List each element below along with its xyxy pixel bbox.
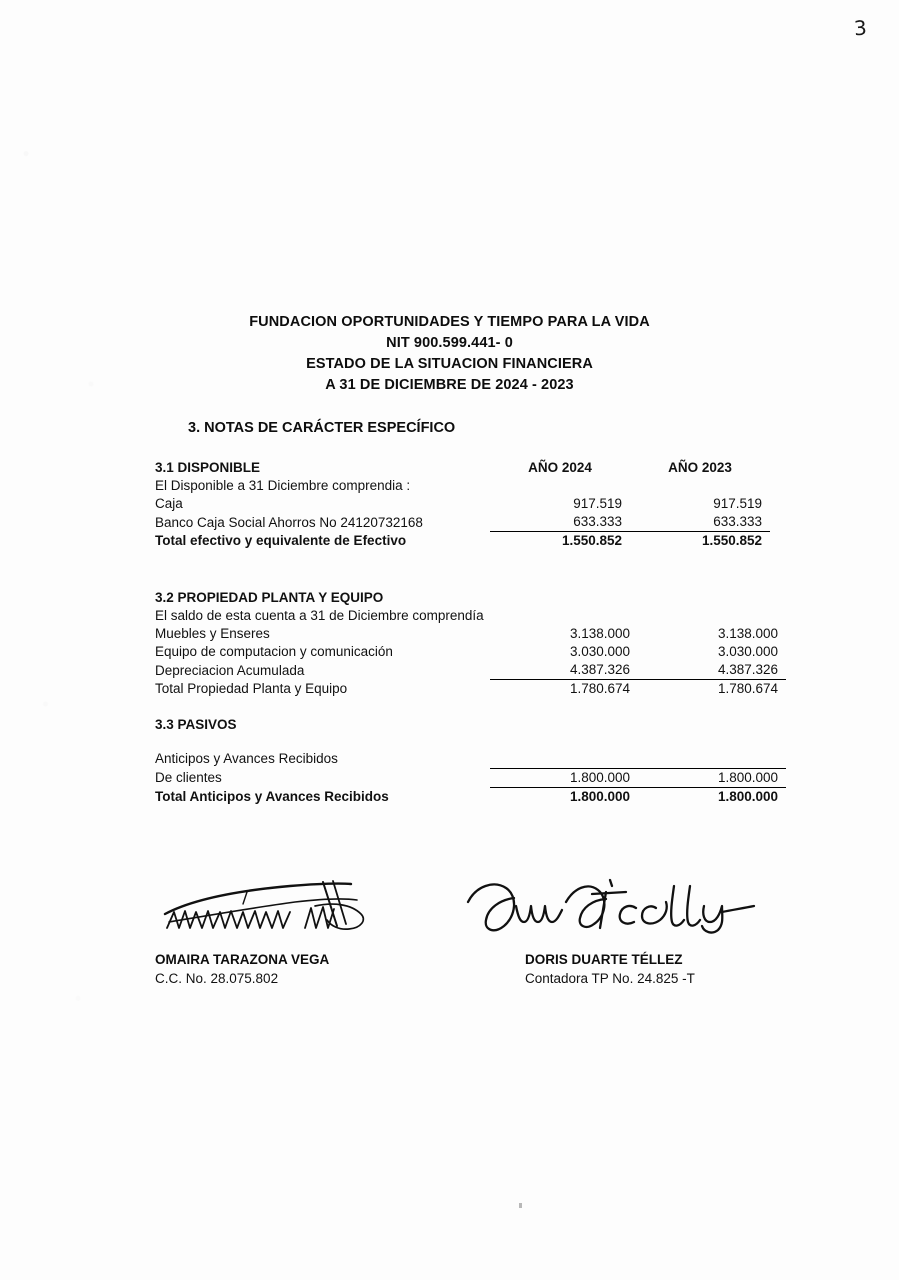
table-row-spacer	[155, 734, 786, 750]
table-row	[155, 661, 786, 680]
row-label: Caja	[155, 496, 183, 511]
table-row-note	[155, 607, 786, 625]
empty-cell	[638, 716, 786, 734]
section-note: El saldo de esta cuenta a 31 de Diciembre comprendía	[155, 608, 484, 623]
table-row-header	[155, 459, 770, 477]
row-value-2024: 1.800.000	[490, 787, 638, 806]
empty-cell	[490, 716, 638, 734]
statement-type: ESTADO DE LA SITUACION FINANCIERA	[306, 356, 593, 372]
empty-cell	[638, 589, 786, 607]
empty-cell	[490, 734, 638, 750]
table-row	[155, 513, 770, 532]
row-label: Equipo de computacion y comunicación	[155, 644, 393, 659]
table-propiedad	[155, 589, 786, 698]
row-value-2023: 1.800.000	[638, 768, 786, 787]
empty-cell	[490, 607, 638, 625]
document-header	[0, 312, 899, 396]
table-row-header	[155, 716, 786, 734]
table-row-total	[155, 532, 770, 551]
row-value-2023: 1.800.000	[638, 787, 786, 806]
section-disponible	[155, 459, 770, 550]
signature-block-left	[155, 872, 375, 988]
row-label: Total Anticipos y Avances Recibidos	[155, 788, 389, 804]
row-value-2024: 1.550.852	[490, 532, 630, 551]
empty-cell	[490, 477, 630, 495]
row-value-2024: 633.333	[573, 514, 622, 529]
column-header-2024: AÑO 2024	[528, 460, 592, 475]
row-value-2023: 4.387.326	[717, 662, 778, 677]
signatory-name: DORIS DUARTE TÉLLEZ	[525, 952, 683, 967]
row-value-2023: 3.138.000	[717, 626, 778, 641]
row-label: Anticipos y Avances Recibidos	[155, 751, 338, 766]
row-label: Muebles y Enseres	[155, 626, 270, 641]
table-row	[155, 495, 770, 513]
table-row	[155, 768, 786, 787]
signatory-id: C.C. No. 28.075.802	[155, 971, 279, 986]
page-number: 3	[853, 15, 868, 41]
section-note: El Disponible a 31 Diciembre comprendia :	[155, 478, 411, 493]
handwritten-signature-icon	[155, 872, 375, 950]
row-value-2023	[638, 750, 786, 768]
empty-cell	[155, 734, 490, 750]
table-row	[155, 750, 786, 768]
section-title: 3.1 DISPONIBLE	[155, 460, 261, 475]
statement-period: A 31 DE DICIEMBRE DE 2024 - 2023	[325, 377, 574, 393]
empty-cell	[630, 477, 770, 495]
row-label: Banco Caja Social Ahorros No 24120732168	[155, 514, 423, 530]
row-label: De clientes	[155, 770, 222, 785]
signatory-title: Contadora TP No. 24.825 -T	[525, 971, 695, 986]
row-value-2023: 633.333	[713, 514, 762, 529]
row-value-2024: 4.387.326	[569, 662, 630, 677]
table-disponible	[155, 459, 770, 550]
table-row	[155, 625, 786, 643]
row-label: Total Propiedad Planta y Equipo	[155, 681, 348, 696]
empty-cell	[490, 589, 638, 607]
row-value-2024: 1.780.674	[490, 680, 638, 699]
row-value-2024	[490, 750, 638, 768]
row-value-2024: 3.030.000	[569, 644, 630, 659]
table-row-total	[155, 680, 786, 699]
section-title: 3.3 PASIVOS	[155, 717, 237, 732]
table-pasivos	[155, 716, 786, 806]
column-header-2023: AÑO 2023	[668, 460, 732, 475]
signature-block-right	[460, 872, 760, 988]
empty-cell	[638, 607, 786, 625]
section-propiedad-planta-equipo	[155, 589, 778, 698]
signatory-name: OMAIRA TARAZONA VEGA	[155, 952, 330, 967]
row-label: Depreciacion Acumulada	[155, 662, 305, 678]
row-value-2024: 917.519	[573, 496, 622, 511]
organization-name: FUNDACION OPORTUNIDADES Y TIEMPO PARA LA VIDA	[249, 314, 650, 330]
notes-heading: 3. NOTAS DE CARÁCTER ESPECÍFICO	[188, 420, 456, 436]
scan-texture	[0, 0, 130, 1280]
empty-cell	[638, 734, 786, 750]
row-label: Total efectivo y equivalente de Efectivo	[155, 533, 407, 548]
row-value-2023: 1.780.674	[638, 680, 786, 699]
table-row-note	[155, 477, 770, 495]
row-value-2024: 1.800.000	[490, 768, 638, 787]
table-row-total	[155, 787, 786, 806]
table-row	[155, 643, 786, 661]
scan-artifact	[519, 1203, 522, 1208]
nit-number: NIT 900.599.441- 0	[386, 335, 513, 351]
section-pasivos	[155, 716, 778, 806]
section-title: 3.2 PROPIEDAD PLANTA Y EQUIPO	[155, 590, 384, 605]
handwritten-signature-icon	[460, 872, 760, 950]
row-value-2023: 1.550.852	[630, 532, 770, 551]
row-value-2024: 3.138.000	[569, 626, 630, 641]
row-value-2023: 917.519	[713, 496, 762, 511]
row-value-2023: 3.030.000	[717, 644, 778, 659]
table-row-header	[155, 589, 786, 607]
